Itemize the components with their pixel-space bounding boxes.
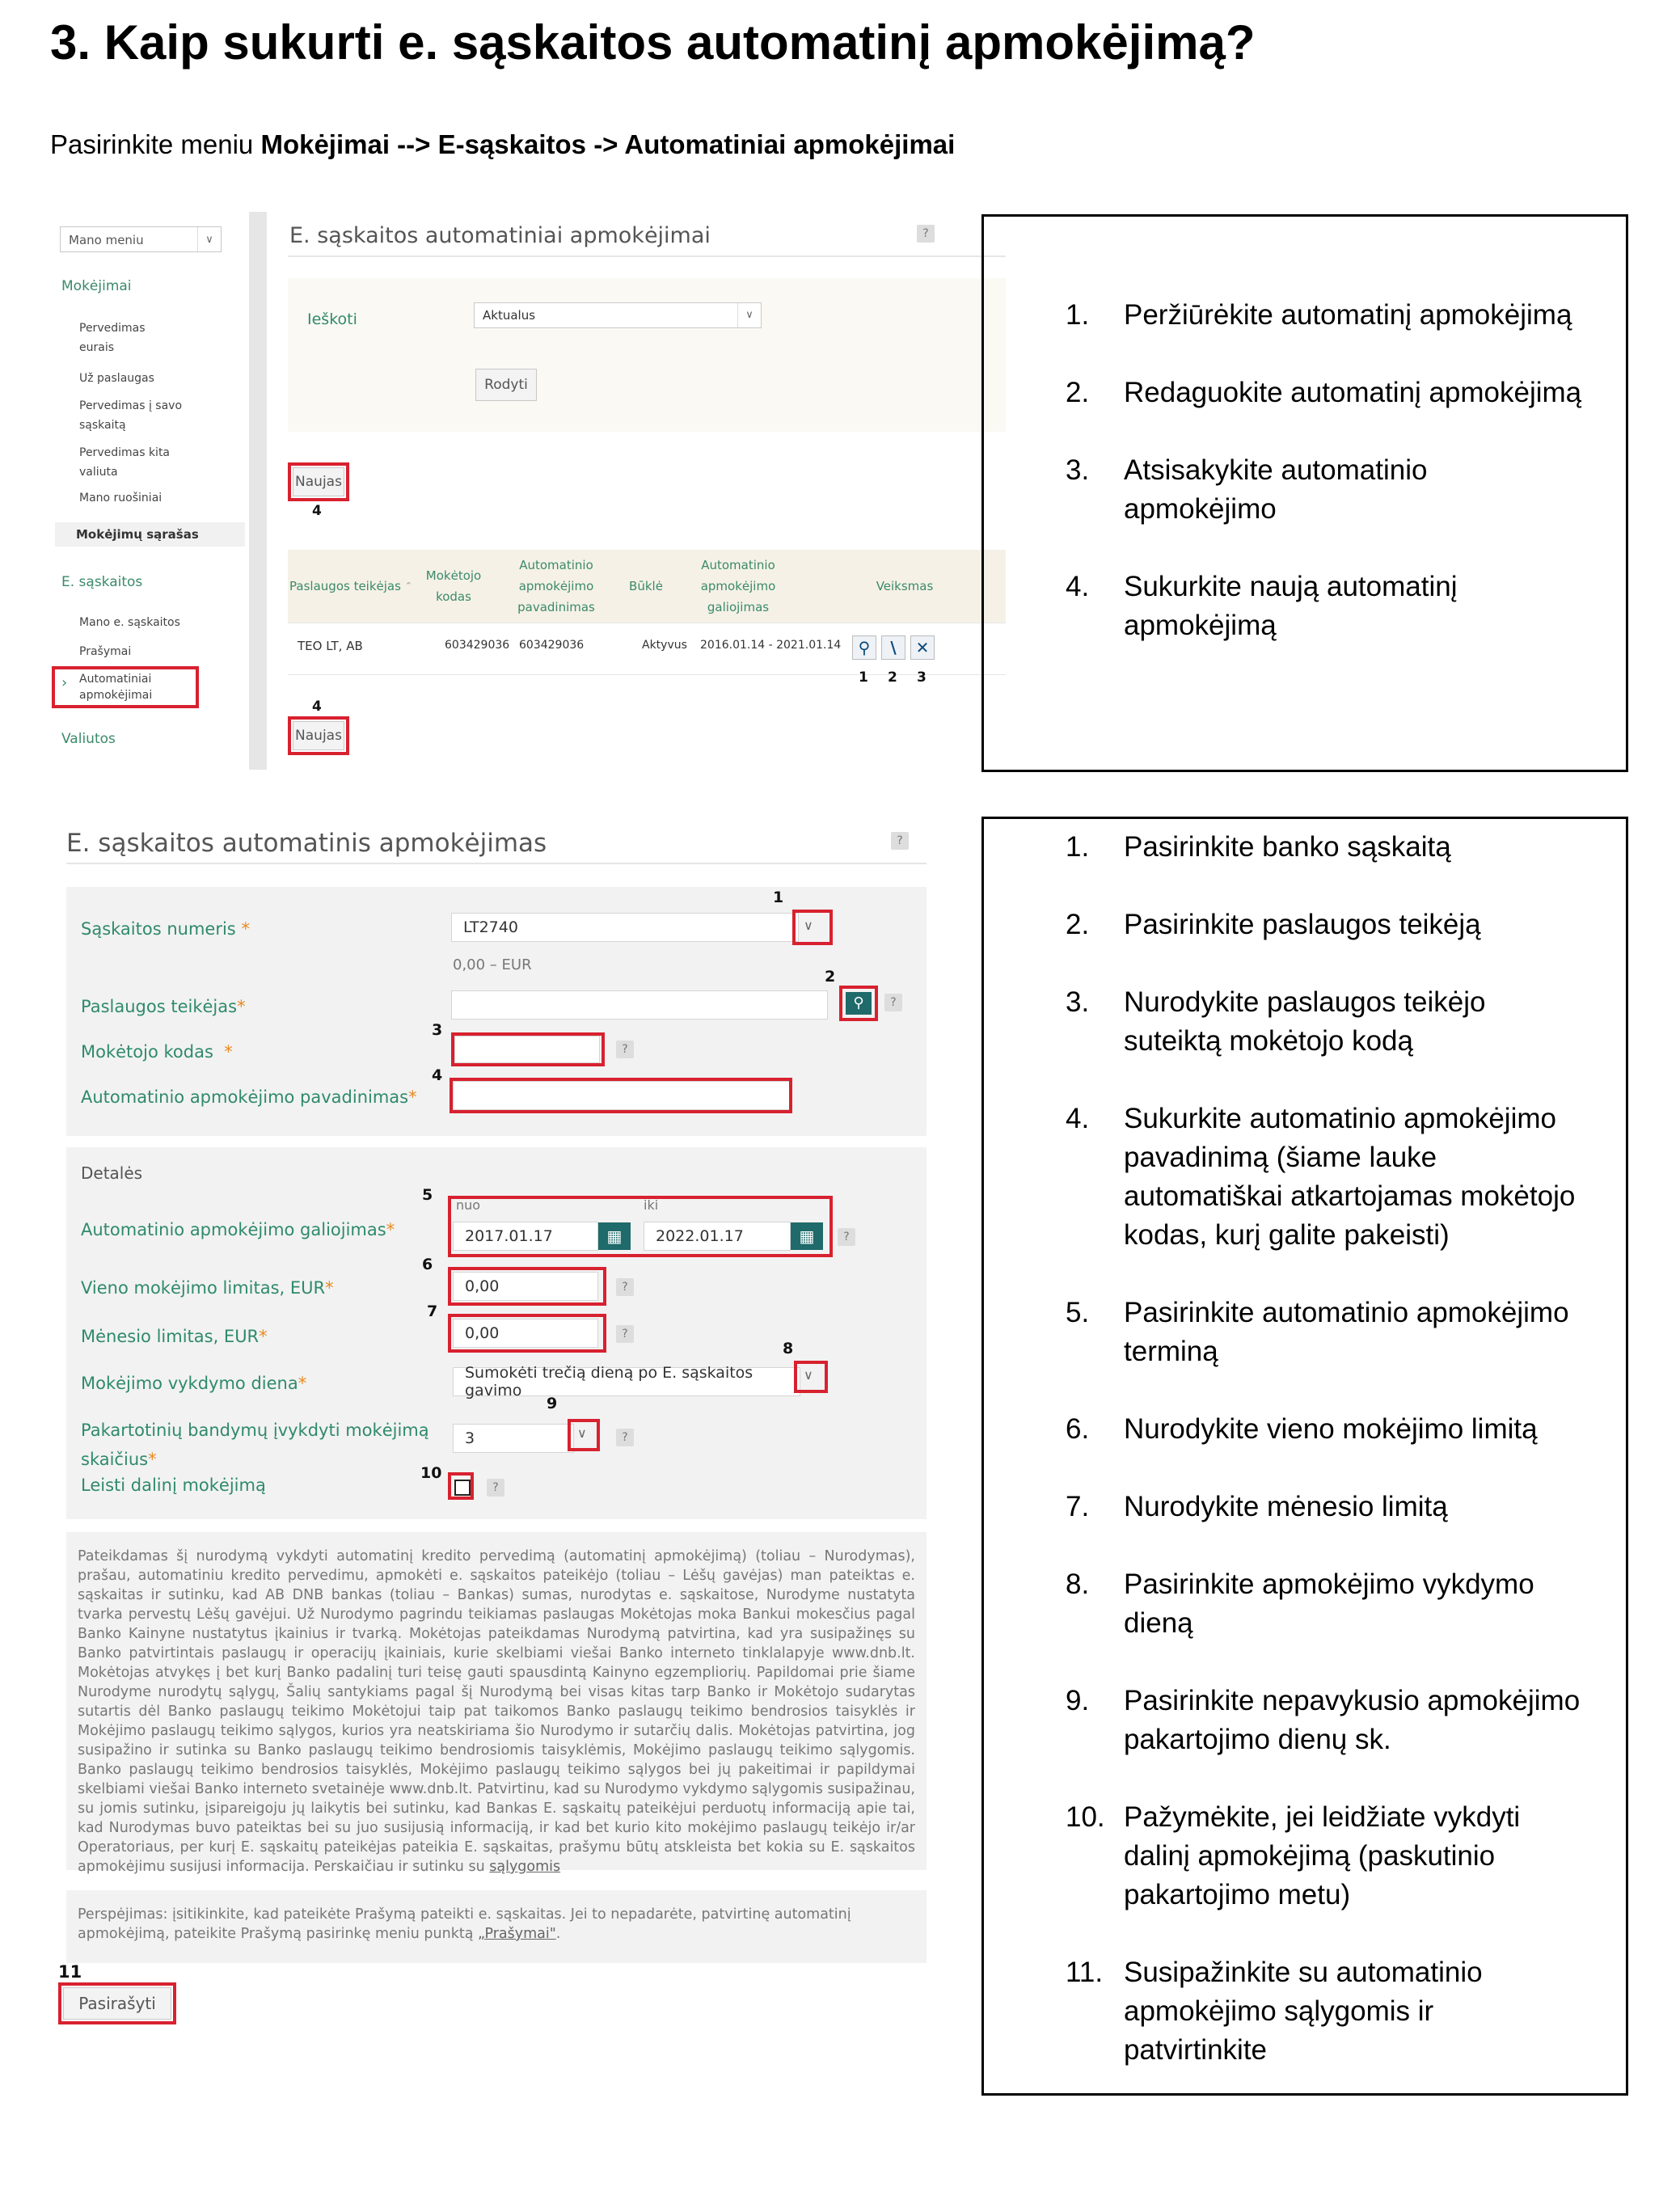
month-limit-label: Mėnesio limitas, EUR*: [81, 1327, 268, 1346]
from-label: nuo: [456, 1197, 481, 1213]
sidebar-section-payments[interactable]: Mokėjimai: [61, 278, 132, 294]
payday-label: Mokėjimo vykdymo diena*: [81, 1374, 307, 1393]
highlight-month-limit: [448, 1314, 606, 1353]
view-icon[interactable]: ⚲: [852, 635, 876, 660]
retries-label: Pakartotinių bandymų įvykdyti mokėjimą skaičius*: [81, 1421, 429, 1469]
marker-3: 3: [917, 669, 927, 686]
help-icon[interactable]: ?: [917, 225, 935, 243]
marker-1: 1: [773, 889, 784, 906]
valid-to-input[interactable]: 2022.01.17: [644, 1222, 791, 1251]
screenshot-automatic-payment-form: [58, 821, 935, 2050]
title-underline: [66, 863, 927, 864]
my-menu-select[interactable]: [60, 226, 222, 252]
highlight-new-bottom: [288, 716, 349, 755]
help-icon[interactable]: ?: [838, 1228, 855, 1246]
my-menu-select-value: Mano meniu: [69, 233, 144, 247]
column-header-action: Veiksmas: [804, 550, 1006, 623]
highlight-sign-button: [58, 1982, 176, 2024]
new-button-top[interactable]: Naujas: [293, 467, 344, 496]
marker-6: 6: [422, 1256, 433, 1273]
partial-payment-label: Leisti dalinį mokėjimą: [81, 1476, 266, 1495]
valid-from-input[interactable]: 2017.01.17: [453, 1222, 598, 1251]
marker-3: 3: [432, 1021, 443, 1039]
menu-path-prefix: Pasirinkite meniu: [50, 129, 261, 159]
help-icon[interactable]: ?: [487, 1479, 504, 1497]
single-limit-input[interactable]: 0,00: [453, 1272, 598, 1301]
to-label: iki: [644, 1197, 659, 1213]
chevron-down-icon[interactable]: ∨: [804, 918, 813, 933]
sidebar-item-other-currency[interactable]: Pervedimas kita valiuta: [79, 446, 171, 479]
search-icon[interactable]: ⚲: [846, 992, 872, 1015]
marker-10: 10: [420, 1464, 442, 1482]
marker-1: 1: [859, 669, 868, 686]
marker-4: 4: [432, 1066, 443, 1084]
highlight-validity: [448, 1196, 833, 1257]
marker-2: 2: [888, 669, 897, 686]
chevron-down-icon: ∨: [197, 227, 221, 251]
calendar-icon[interactable]: ▦: [598, 1222, 631, 1250]
column-header-payer-code[interactable]: Mokėtojo kodas: [414, 550, 493, 623]
cell-payer-code: 603429036: [445, 639, 510, 652]
marker-4-bottom: 4: [312, 699, 322, 715]
page-heading: 3. Kaip sukurti e. sąskaitos automatinį apmokėjimą?: [50, 15, 1256, 70]
help-icon[interactable]: ?: [616, 1325, 634, 1343]
chevron-down-icon: ∨: [737, 303, 761, 327]
marker-11: 11: [58, 1962, 82, 1982]
sidebar-item-automatic-payments[interactable]: Automatiniai apmokėjimai: [79, 673, 153, 702]
edit-icon[interactable]: \: [881, 635, 905, 660]
sidebar-section-e-invoices[interactable]: E. sąskaitos: [61, 574, 143, 590]
month-limit-input[interactable]: 0,00: [453, 1319, 598, 1348]
title-underline: [288, 255, 1006, 257]
marker-5: 5: [422, 1186, 433, 1204]
column-header-provider[interactable]: Paslaugos teikėjas ⌃: [288, 550, 414, 623]
panel-title: E. sąskaitos automatiniai apmokėjimai: [289, 223, 711, 248]
sidebar-section-currencies[interactable]: Valiutos: [61, 731, 116, 747]
highlight-payment-name: [450, 1078, 792, 1113]
provider-label: Paslaugos teikėjas*: [81, 997, 246, 1016]
cell-provider: TEO LT, AB: [298, 639, 363, 653]
marker-4-top: 4: [312, 503, 322, 519]
marker-2: 2: [825, 968, 836, 986]
cell-name: 603429036: [519, 639, 585, 652]
account-label: Sąskaitos numeris *: [81, 919, 250, 939]
warning-text: Perspėjimas: įsitikinkite, kad pateikėte Prašymą pateikti e. sąskaitas. Jei to nepadarėte, patvirtinę automatinį apmokėjimą, pateikite Prašymą pasirinkę meniu punktą „Prašymai".: [66, 1890, 927, 1963]
status-filter-select[interactable]: [474, 302, 762, 328]
help-icon[interactable]: ?: [884, 994, 902, 1011]
marker-7: 7: [427, 1302, 438, 1320]
chevron-right-icon: ›: [61, 674, 68, 691]
menu-path-instruction: [50, 129, 955, 160]
marker-9: 9: [547, 1395, 558, 1412]
status-filter-value: Aktualus: [483, 308, 536, 323]
show-button[interactable]: Rodyti: [475, 369, 537, 401]
payday-select[interactable]: Sumokėti trečią dieną po E. sąskaitos gavimo: [453, 1367, 800, 1396]
highlight-single-limit: [448, 1267, 606, 1306]
payer-code-label: Mokėtojo kodas *: [81, 1042, 233, 1062]
sign-button[interactable]: Pasirašyti: [63, 1987, 171, 2020]
marker-8: 8: [783, 1340, 794, 1357]
sidebar-divider: [249, 212, 267, 770]
new-button-bottom[interactable]: Naujas: [293, 721, 344, 750]
help-icon[interactable]: ?: [616, 1278, 634, 1296]
chevron-down-icon[interactable]: ∨: [804, 1367, 813, 1383]
partial-payment-checkbox[interactable]: [454, 1480, 471, 1496]
sidebar-item-payments-list[interactable]: Mokėjimų sąrašas: [55, 522, 245, 547]
column-header-name[interactable]: Automatinio apmokėjimo pavadinimas: [493, 550, 619, 623]
calendar-icon[interactable]: ▦: [791, 1222, 823, 1250]
form-title: E. sąskaitos automatinis apmokėjimas: [66, 829, 547, 858]
terms-link[interactable]: sąlygomis: [489, 1859, 561, 1875]
column-header-validity[interactable]: Automatinio apmokėjimo galiojimas: [673, 550, 804, 623]
sidebar-item-euro-transfer[interactable]: Pervedimas eurais: [79, 322, 146, 354]
menu-path: Mokėjimai --> E-sąskaitos -> Automatiniai apmokėjimai: [260, 129, 956, 159]
provider-input[interactable]: [451, 990, 828, 1020]
sidebar-item-drafts[interactable]: Mano ruošiniai: [79, 492, 163, 505]
search-label: Ieškoti: [307, 310, 357, 328]
single-limit-label: Vieno mokėjimo limitas, EUR*: [81, 1278, 334, 1298]
sidebar-item-own-account[interactable]: Pervedimas į savo sąskaitą: [79, 399, 183, 432]
highlight-payer-code: [451, 1032, 605, 1066]
cell-status: Aktyvus: [642, 639, 687, 652]
retries-select[interactable]: 3: [453, 1424, 574, 1453]
balance: 0,00 – EUR: [453, 956, 532, 973]
help-icon[interactable]: ?: [616, 1041, 634, 1058]
requests-link[interactable]: „Prašymai": [478, 1926, 556, 1942]
sidebar-item-services[interactable]: Už paslaugas: [79, 372, 154, 385]
chevron-down-icon[interactable]: ∨: [577, 1425, 587, 1441]
column-header-status[interactable]: Būklė: [619, 550, 673, 623]
sidebar-item-requests[interactable]: Prašymai: [79, 645, 132, 658]
filter-panel: [288, 278, 1006, 432]
cell-validity: 2016.01.14 - 2021.01.14: [700, 639, 842, 652]
highlight-new-top: [288, 462, 349, 501]
screenshot-automatic-payments-list: [55, 212, 954, 770]
name-label: Automatinio apmokėjimo pavadinimas*: [81, 1087, 417, 1107]
help-icon[interactable]: ?: [616, 1429, 634, 1446]
cancel-icon[interactable]: ✕: [910, 635, 935, 660]
account-select[interactable]: LT2740: [451, 913, 799, 942]
sidebar-item-my-e-invoices[interactable]: Mano e. sąskaitos: [79, 616, 180, 629]
help-icon[interactable]: ?: [891, 832, 909, 850]
validity-label: Automatinio apmokėjimo galiojimas*: [81, 1220, 395, 1239]
terms-text: Pateikdamas šį nurodymą vykdyti automatinį kredito pervedimą (automatinį apmokėjimą) (toliau – Nurodymas), prašau, automatiniu kredito pervedimu, apmokėti e. sąskaitos pateikėjo (toliau – Lėšų gavėjas) man pateiktas e. sąskaitas ir sutinku, kad AB DNB bankas (toliau – Bankas) sumas, nurodytas e. sąskaitose, Nurodyme nustatyta tvarka pervestų Lėšų gavėjui. Už Nurodymo pagrindu teikiamas paslaugas Mokėtojas moka Bankui mokesčius pagal Banko Kainyne nustatytus įkainius ir tvarką. Mokėtojas pateikdamas Nurodymą patvirtina, kad yra susipažinęs su Banko patvirtintais paslaugų ir operacijų įkainiais, kurie skelbiami viešai Banko interneto tinklalapyje www.dnb.lt. Mokėtojas atvykęs į bet kurį Banko padalinį turi teisę gauti spausdintą Kainyno egzempliorių. Papildomai prie šiame Nurodyme nurodytų sąlygų, Šalių santykiams pagal šį Nurodymą bei visas kitas tarp Banko ir Mokėtojo sudarytas sutartis dėl Banko paslaugų teikimo Mokėtojui taip pat taikomos Banko paslaugų teikimo bendrosios taisyklės ir Mokėjimo paslaugų teikimo sąlygos, kurios yra neatskiriama šio Nurodymo ir sutarčių dalis. Mokėtojas patvirtina, jog susipažino ir sutinka su Banko paslaugų teikimo bendrosiomis taisyklėmis, Mokėjimo paslaugų teikimo sąlygomis. Banko paslaugų teikimo bendrosios taisyklės, Mokėjimo paslaugų teikimo sąlygos bei jų pakeitimai ir papildymai skelbiami viešai Banko interneto svetainėje www.dnb.lt. Patvirtinu, kad su Nurodymo vykdymo sąlygomis susipažinau, su jomis sutinku, įsipareigoju jų laikytis bei sutinku, kad Bankas E. sąskaitų pateikėjui perduotų informaciją apie tai, kad Nurodymas buvo pateiktas bei su juo susijusią informaciją, ir kad bet kurio kito mokėjimo paslaugų teikėjo ir/ar Operatoriaus, per kurį E. sąskaitų pateikėjas pateikia E. sąskaitas, prašymu būtų atskleista bet kokia su E. sąskaitos apmokėjimu susijusi informacija. Perskaičiau ir sutinku su sąlygomis: [66, 1532, 927, 1870]
details-heading: Detalės: [81, 1163, 143, 1183]
table-row-line: [288, 674, 1006, 675]
